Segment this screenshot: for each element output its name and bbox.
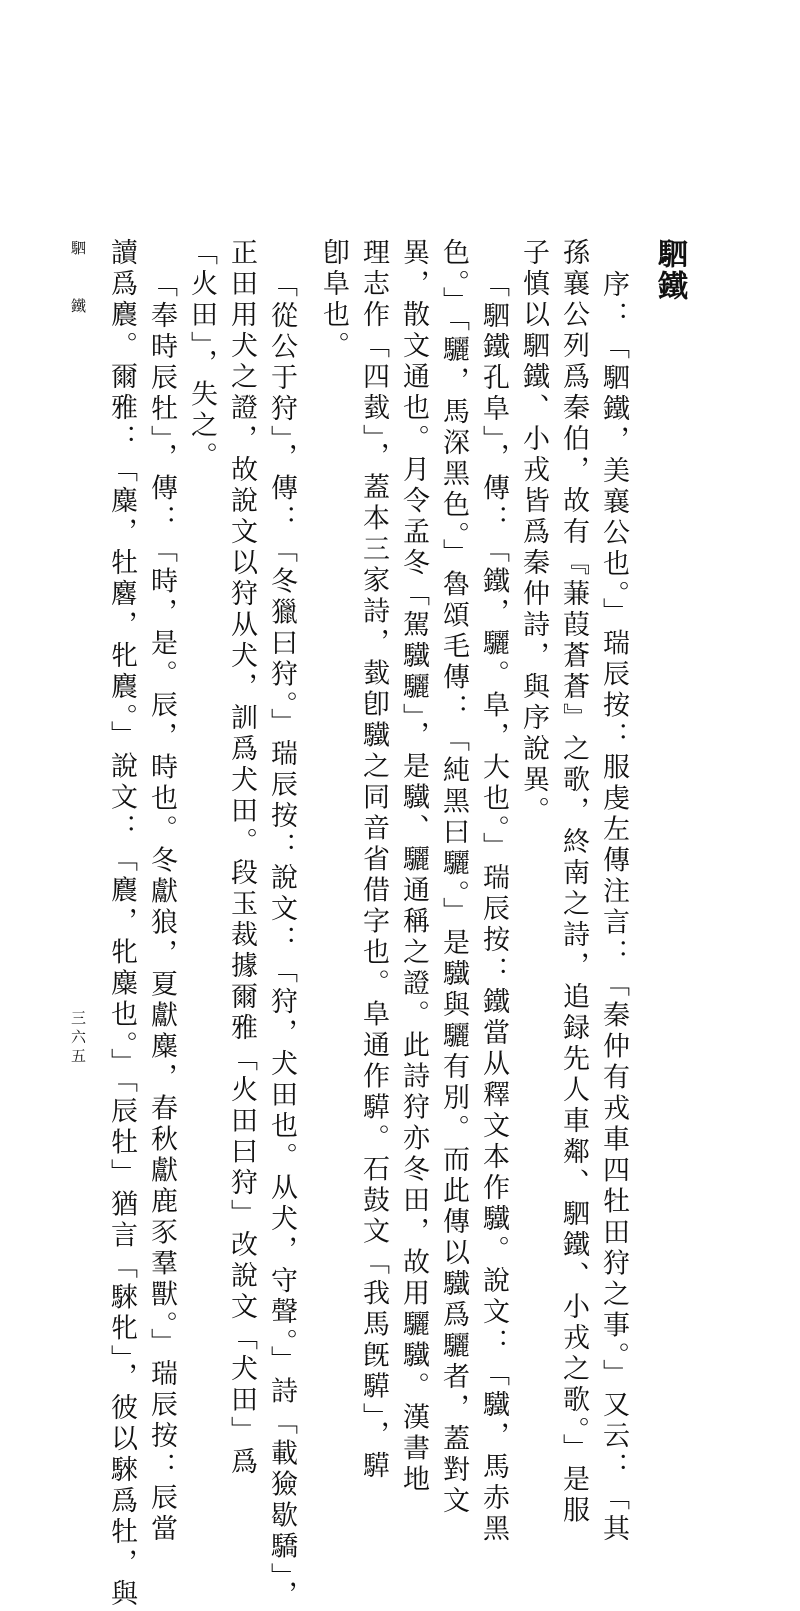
- text-column-10: 正田用犬之證，故說文以狩从犬，訓爲犬田。段玉裁據爾雅「火田曰狩」改說文「犬田」爲: [226, 238, 257, 1478]
- text-column-7: 理志作「四臷」，蓋本三家詩，臷卽驖之同音省借字也。阜通作騲。石鼓文「我馬旣騲」，騲: [358, 238, 389, 1482]
- text-column-2: 孫襄公列爲秦伯，故有『蒹葭蒼蒼』之歌，終南之詩，追録先人車鄰、駟鐵、小戎之歌。」是服: [558, 238, 589, 1527]
- text-column-4: 「駟鐵孔阜」，傳：「鐵，驪。阜，大也。」瑞辰按：鐵當从釋文本作驖。說文：「驖，馬赤黑: [478, 270, 509, 1545]
- text-column-1: 序：「駟鐵，美襄公也。」瑞辰按：服虔左傳注言：「秦仲有戎車四牡田狩之事。」又云：「其: [598, 270, 629, 1545]
- text-column-11: 「火田」，失之。: [186, 238, 217, 473]
- text-column-8: 卽阜也。: [318, 238, 349, 362]
- text-column-12: 「奉時辰牡」，傳：「時，是。辰，時也。冬獻狼，夏獻麋，春秋獻鹿豕羣獸。」瑞辰按：辰當: [146, 270, 177, 1545]
- section-heading: 駟鐵: [652, 238, 687, 302]
- text-column-13: 讀爲麎。爾雅：「麋，牡麔，牝麎。」說文：「麎，牝麋也。」「辰牡」猶言「騋牝」，彼以騋爲牡，與: [106, 238, 137, 1610]
- running-head: 駟 鐵: [69, 240, 87, 327]
- text-column-3: 子慎以駟鐵、小戎皆爲秦仲詩，與序說異。: [518, 238, 549, 827]
- page-number: 三六五: [69, 1010, 87, 1067]
- text-column-9: 「從公于狩」，傳：「冬獵曰狩。」瑞辰按：說文：「狩，犬田也。从犬，守聲。」詩「載獫歇驕」，: [266, 270, 297, 1611]
- text-column-6: 異，散文通也。月令孟冬「駕驖驪」，是驖、驪通稱之證。此詩狩亦冬田，故用驪驖。漢書地: [398, 238, 429, 1496]
- text-column-5: 色。」「驪，馬深黑色。」魯頌毛傳：「純黑曰驪。」是驖與驪有別。而此傳以驖爲驪者，蓋對文: [438, 238, 469, 1517]
